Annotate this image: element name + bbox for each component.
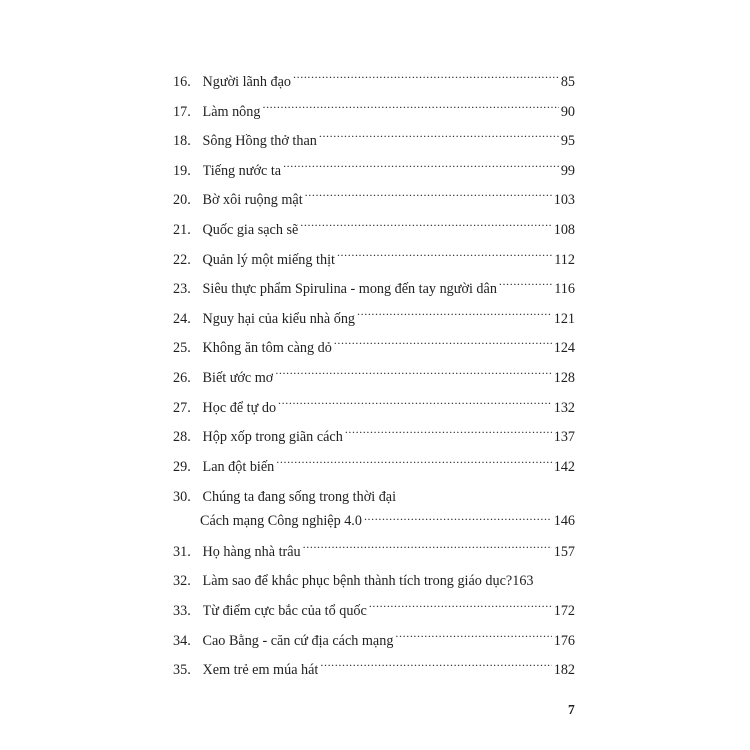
toc-entry: [173, 216, 575, 246]
toc-entry: [173, 98, 575, 128]
entry-number: 25.: [173, 340, 191, 357]
dot-leader: [300, 220, 551, 234]
entry-page: 108: [553, 221, 575, 238]
dot-leader: [283, 161, 559, 175]
entry-title-line-2: Cách mạng Công nghiệp 4.0: [200, 513, 362, 530]
toc-entry: [173, 127, 575, 157]
dot-leader: [319, 131, 559, 145]
entry-number: 35.: [173, 662, 191, 679]
entry-title: Hộp xốp trong giãn cách: [202, 429, 343, 446]
entry-title: Sông Hồng thở than: [202, 133, 317, 150]
entry-number: 18.: [173, 133, 191, 150]
toc-entry: [173, 423, 575, 453]
toc-entry: [173, 597, 575, 627]
entry-page: 95: [560, 133, 575, 150]
entry-title-line-1: Chúng ta đang sống trong thời đại: [202, 489, 397, 506]
dot-leader: [345, 427, 552, 441]
dot-leader: [499, 279, 552, 293]
entry-page: 116: [554, 281, 575, 298]
entry-title: Cao Bằng - căn cứ địa cách mạng: [202, 632, 394, 649]
dot-leader: [364, 511, 552, 525]
dot-leader: [293, 72, 559, 86]
toc-entry: [173, 453, 575, 483]
toc-entry: [173, 246, 575, 276]
entry-page: 163: [512, 573, 534, 590]
entry-title: Từ điểm cực bắc của tổ quốc: [202, 603, 367, 619]
entry-page: 121: [553, 310, 575, 327]
entry-title: Bờ xôi ruộng mật: [202, 192, 303, 209]
dot-leader: [278, 398, 552, 412]
entry-number: 17.: [173, 103, 191, 120]
table-of-contents: [173, 68, 575, 686]
entry-page: 112: [554, 251, 575, 268]
dot-leader: [320, 660, 551, 674]
entry-number: 29.: [173, 458, 191, 475]
entry-title: Quốc gia sạch sẽ: [202, 221, 299, 238]
page-number: 7: [568, 702, 575, 717]
dot-leader: [276, 457, 551, 471]
entry-number: 19.: [173, 162, 191, 179]
entry-page: 137: [553, 429, 575, 446]
dot-leader: [262, 102, 558, 116]
toc-entry: [173, 656, 575, 686]
entry-title: Làm sao để khắc phục bệnh thành tích trong giáo dục?: [202, 573, 513, 590]
dot-leader: [337, 250, 552, 264]
dot-leader: [303, 542, 552, 556]
entry-page: 157: [553, 543, 575, 560]
entry-page: 124: [553, 340, 575, 357]
entry-number: 24.: [173, 310, 191, 327]
entry-page: 146: [553, 513, 575, 530]
entry-number: 22.: [173, 251, 191, 268]
entry-page: 176: [553, 632, 575, 649]
dot-leader: [305, 190, 552, 204]
dot-leader: [395, 631, 551, 645]
entry-number: 32.: [173, 573, 191, 590]
entry-number: 33.: [173, 603, 191, 619]
entry-title: Xem trẻ em múa hát: [202, 662, 319, 679]
toc-entry: [173, 275, 575, 305]
toc-entry: [173, 68, 575, 98]
toc-entry-multiline: [173, 485, 575, 533]
dot-leader: [369, 601, 552, 615]
entry-number: 16.: [173, 74, 191, 90]
toc-entry: [173, 305, 575, 335]
entry-title: Họ hàng nhà trâu: [202, 543, 301, 560]
toc-entry: [173, 157, 575, 187]
entry-number: 34.: [173, 632, 191, 649]
toc-entry: [173, 334, 575, 364]
entry-number: 21.: [173, 221, 191, 238]
entry-page: 172: [553, 603, 575, 619]
entry-page: 99: [560, 162, 575, 179]
entry-title: Học để tự do: [202, 399, 277, 416]
entry-title: Nguy hại của kiểu nhà ống: [202, 310, 356, 327]
toc-entry: [173, 186, 575, 216]
entry-number: 30.: [173, 489, 191, 506]
entry-title: Biết ước mơ: [202, 369, 274, 386]
toc-entry: [173, 394, 575, 424]
entry-page: 142: [553, 458, 575, 475]
entry-page: 103: [553, 192, 575, 209]
entry-title: Làm nông: [202, 103, 261, 120]
entry-page: 90: [560, 103, 575, 120]
dot-leader: [334, 338, 552, 352]
dot-leader: [275, 368, 551, 382]
toc-entry: [173, 627, 575, 657]
entry-number: 20.: [173, 192, 191, 209]
entry-title: Tiếng nước ta: [202, 162, 282, 179]
toc-entry: [173, 567, 575, 597]
entry-page: 132: [553, 399, 575, 416]
entry-title: Siêu thực phẩm Spirulina - mong đến tay người dân: [202, 281, 497, 298]
entry-number: 31.: [173, 543, 191, 560]
entry-number: 26.: [173, 369, 191, 386]
entry-number: 27.: [173, 399, 191, 416]
toc-entry: [173, 364, 575, 394]
entry-page: 182: [553, 662, 575, 679]
entry-title: Quản lý một miếng thịt: [202, 251, 335, 268]
entry-number: 28.: [173, 429, 191, 446]
entry-title: Không ăn tôm càng dỏ: [202, 340, 332, 357]
entry-title: Lan đột biến: [202, 458, 275, 475]
entry-page: 85: [560, 74, 575, 90]
entry-page: 128: [553, 369, 575, 386]
toc-entry: [173, 538, 575, 568]
dot-leader: [357, 309, 552, 323]
entry-number: 23.: [173, 281, 191, 298]
entry-title: Người lãnh đạo: [202, 74, 292, 90]
